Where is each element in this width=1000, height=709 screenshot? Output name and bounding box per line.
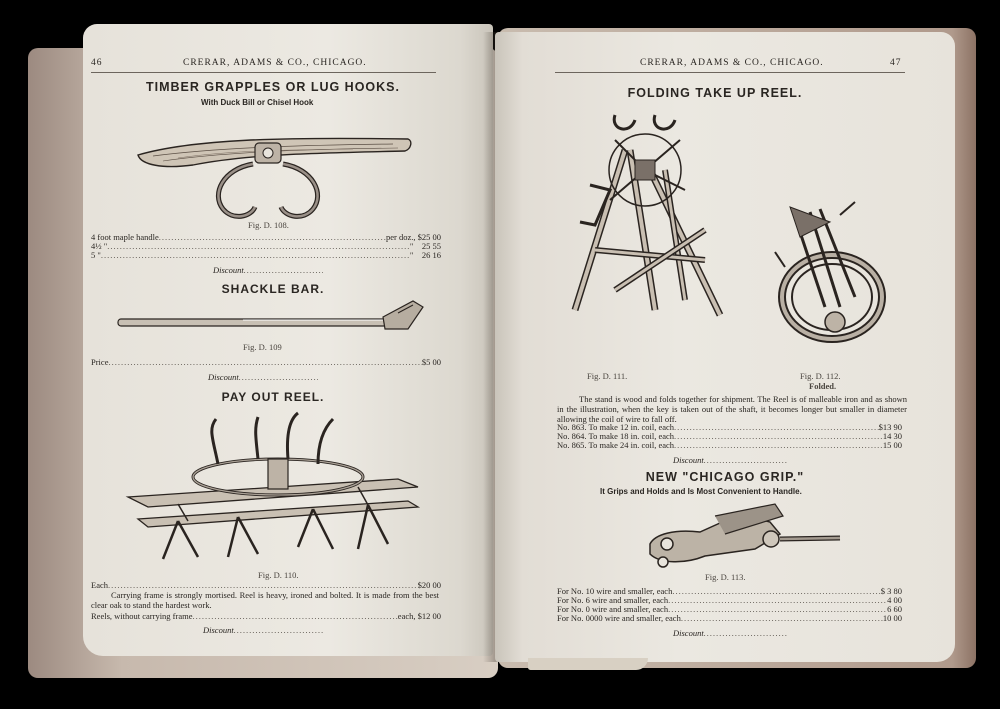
- folding-reel-stand-illustration: [555, 110, 765, 320]
- fig-113-caption: Fig. D. 113.: [705, 572, 746, 582]
- fig-112-caption: Fig. D. 112.: [800, 371, 841, 381]
- grapples-subtitle: With Duck Bill or Chisel Hook: [201, 98, 314, 107]
- fig-110-caption: Fig. D. 110.: [258, 570, 299, 580]
- grapple-discount: Discount .....: [213, 265, 323, 275]
- grapples-title: TIMBER GRAPPLES OR LUG HOOKS.: [145, 80, 400, 94]
- shackle-bar-illustration: [113, 299, 433, 339]
- reel-price-row-865: No. 865. To make 24 in. coil, each ..... 15 00: [557, 440, 902, 450]
- shackle-bar-title: SHACKLE BAR.: [221, 282, 325, 296]
- payout-description: Carrying frame is strongly mortised. Reel is heavy, ironed and bolted. It is made from the best clear oak to stand the hardest work.: [91, 590, 439, 610]
- chicago-grip-title: NEW "CHICAGO GRIP.": [645, 470, 805, 484]
- chicago-grip-subtitle: It Grips and Holds and Is Most Convenient to Handle.: [600, 487, 802, 496]
- left-page-number: 46: [91, 58, 103, 68]
- right-header-rule: [555, 72, 905, 73]
- torn-page-corner: [528, 658, 648, 670]
- grip-discount: Discount .....: [673, 628, 788, 638]
- grapple-price-row-3: 5 " ..... " 26 16: [91, 250, 441, 260]
- reel-price-row-863: No. 863. To make 12 in. coil, each ..... $13 90: [557, 422, 902, 432]
- folded-reel-illustration: [760, 197, 890, 357]
- grapple-price-row-1: 4 foot maple handle ..... per doz., $25 00: [91, 232, 441, 242]
- grip-price-row-0: For No. 0 wire and smaller, each ..... 6 60: [557, 604, 902, 614]
- payout-reel-title: PAY OUT REEL.: [221, 390, 325, 404]
- grapple-price-row-2: 4½ " ..... " 25 55: [91, 241, 441, 251]
- shackle-price-row: Price ..... $5 00: [91, 357, 441, 367]
- right-page: [495, 32, 955, 662]
- reel-price-row-864: No. 864. To make 18 in. coil, each ..... 14 30: [557, 431, 902, 441]
- fig-108-caption: Fig. D. 108.: [248, 220, 289, 230]
- payout-discount: Discount .....: [203, 625, 323, 635]
- right-page-header: CRERAR, ADAMS & CO., CHICAGO.: [640, 58, 824, 68]
- shackle-discount: Discount .....: [208, 372, 318, 382]
- left-page-header: CRERAR, ADAMS & CO., CHICAGO.: [183, 58, 367, 68]
- payout-each-row: Each ..... $20 00: [91, 580, 441, 590]
- payout-without-frame-row: Reels, without carrying frame ..... each, $12 00: [91, 611, 441, 621]
- grip-price-row-0000: For No. 0000 wire and smaller, each ..... 10 00: [557, 613, 902, 623]
- payout-reel-illustration: [118, 409, 428, 569]
- open-catalog-book: [28, 18, 978, 678]
- grip-price-row-6: For No. 6 wire and smaller, each ..... 4 00: [557, 595, 902, 605]
- reel-description: The stand is wood and folds together for shipment. The Reel is of malleable iron and as shown in the illustration, when the key is taken out of the shaft, it becomes longer but smaller in diameter allowing the coil of wire to fall off.: [557, 394, 907, 424]
- fig-111-caption: Fig. D. 111.: [587, 371, 628, 381]
- fig-112-folded-label: Folded.: [809, 381, 837, 391]
- grip-price-row-10: For No. 10 wire and smaller, each ..... $ 3 80: [557, 586, 902, 596]
- folding-reel-title: FOLDING TAKE UP REEL.: [627, 86, 803, 100]
- fig-109-caption: Fig. D. 109: [243, 342, 282, 352]
- left-page: [83, 24, 493, 656]
- chicago-grip-illustration: [645, 494, 845, 574]
- left-header-rule: [91, 72, 436, 73]
- timber-grapple-illustration: [133, 109, 433, 219]
- right-page-number: 47: [890, 58, 902, 68]
- reel-discount: Discount .....: [673, 455, 788, 465]
